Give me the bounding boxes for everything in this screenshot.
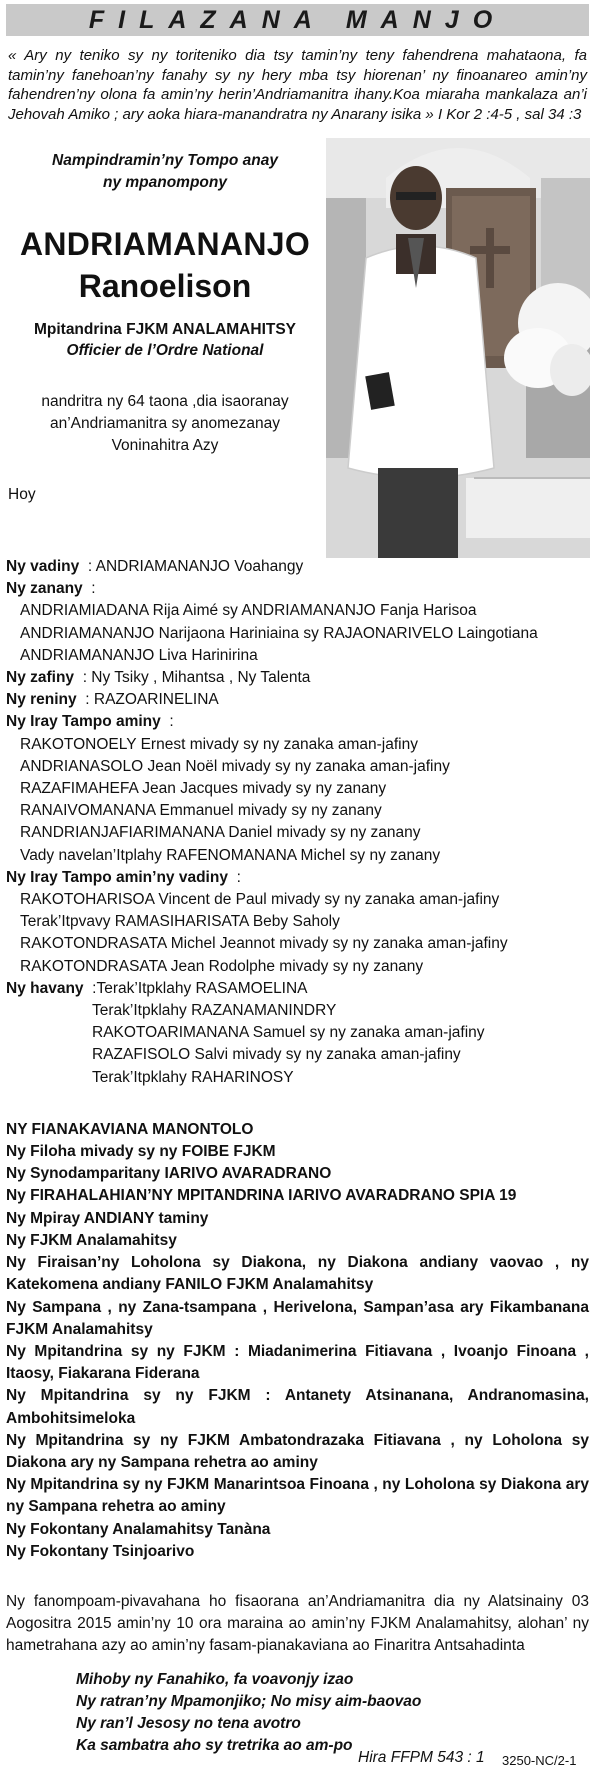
verse-line: Ny ratran’ny Mpamonjiko; No misy aim-baovao xyxy=(76,1692,422,1710)
list-item: RAKOTONOELY Ernest mivady sy ny zanaka aman-jafiny xyxy=(20,735,418,753)
mother-row: Ny reniny : RAZOARINELINA xyxy=(6,691,219,709)
list-item: Ny Mpitandrina sy ny FJKM Manarintsoa Finoana , ny Loholona sy Diakona ary ny Sampana rehetra ao aminy xyxy=(6,1476,589,1516)
list-item: Terak’Itpklahy RAHARINOSY xyxy=(92,1068,294,1086)
hoy-label: Hoy xyxy=(8,486,36,503)
hymn-reference: Hira FFPM 543 : 1 xyxy=(358,1749,485,1766)
list-item: Ny FIRAHALAHIAN’NY MPITANDRINA IARIVO AVARADRANO SPIA 19 xyxy=(6,1187,517,1205)
list-item: Ny Fokontany Analamahitsy Tanàna xyxy=(6,1520,271,1538)
list-item: Ny Mpitandrina sy ny FJKM : Miadanimerina Fitiavana , Ivoanjo Finoana , Itaosy, Fiakarana Fiderana xyxy=(6,1342,589,1383)
deceased-role: Mpitandrina FJKM ANALAMAHITSY xyxy=(33,321,297,338)
list-item: NY FIANAKAVIANA MANONTOLO xyxy=(6,1120,254,1138)
list-item: Ny Synodamparitany IARIVO AVARADRANO xyxy=(6,1165,332,1183)
list-item: RAZAFIMAHEFA Jean Jacques mivady sy ny zanany xyxy=(20,780,387,798)
list-item: Terak’Itpvavy RAMASIHARISATA Beby Saholy xyxy=(20,913,340,931)
verse-line: Mihoby ny Fanahiko, fa voavonjy izao xyxy=(76,1670,354,1688)
deceased-honor: Officier de l’Ordre National xyxy=(66,342,264,359)
list-item: RAZAFISOLO Salvi mivady sy ny zanaka aman-jafiny xyxy=(92,1046,461,1064)
list-item: Ny FJKM Analamahitsy xyxy=(6,1231,177,1249)
hymn-verse xyxy=(6,1669,589,1757)
spouse-siblings-heading: Ny Iray Tampo amin’ny vadiny : xyxy=(6,868,241,886)
list-item: RANDRIANJAFIARIMANANA Daniel mivady sy ny zanany xyxy=(20,824,421,842)
list-item: ANDRIAMANANJO Narijaona Hariniaina sy RAJAONARIVELO Laingotiana xyxy=(20,624,538,642)
siblings-heading: Ny Iray Tampo aminy : xyxy=(6,713,174,731)
verse-line: Ka sambatra aho sy tretrika ao am-po xyxy=(76,1736,353,1754)
list-item: Ny Firaisan’ny Loholona sy Diakona, ny Diakona andiany vaovao , ny Katekomena andiany FANILO FJKM Analamahitsy xyxy=(6,1254,589,1294)
footer xyxy=(6,1749,589,1771)
spouse-row: Ny vadiny : ANDRIAMANANJO Voahangy xyxy=(6,558,304,575)
list-item: RAKOTONDRASATA Jean Rodolphe mivady sy ny zanany xyxy=(20,957,424,975)
service-announcement: Ny fanompoam-pivavahana ho fisaorana an’Andriamanitra dia ny Alatsinainy 03 Aogositra 2015 amin’ny 10 ora maraina ao amin’ny FJKM Analamahitsy, alohan’ ny hametrahana azy ao amin’ny fasam-pianakaviana ao Finaritra Antsahadinta xyxy=(6,1592,589,1654)
banner-title: FILAZANA MANJO xyxy=(88,5,507,34)
verse-line: Ny ran’l Jesosy no tena avotro xyxy=(76,1714,301,1732)
list-item: RAKOTOHARISOA Vincent de Paul mivady sy ny zanaka aman-jafiny xyxy=(20,891,500,909)
notice-banner xyxy=(6,4,589,36)
deceased-given-name: Ranoelison xyxy=(78,268,252,304)
list-item: Ny Sampana , ny Zana-tsampana , Herivelona, Sampan’asa ary Fikambanana FJKM Analamahitsy xyxy=(6,1298,589,1338)
relatives-heading: Ny havany :Terak’Itpklahy RASAMOELINA xyxy=(6,979,308,997)
obituary-notice xyxy=(6,4,589,1768)
list-item: Ny Mpitandrina sy ny FJKM Ambatondrazaka Fitiavana , ny Loholona sy Diakona ary ny Sampana rehetra ao aminy xyxy=(6,1431,589,1471)
children-heading: Ny zanany : xyxy=(6,580,96,598)
list-item: Ny Filoha mivady sy ny FOIBE FJKM xyxy=(6,1143,276,1161)
grandchildren-row: Ny zafiny : Ny Tsiky , Mihantsa , Ny Talenta xyxy=(6,669,311,687)
list-item: Ny Fokontany Tsinjoarivo xyxy=(6,1542,195,1560)
list-item: ANDRIAMANANJO Liva Harinirina xyxy=(20,646,258,664)
list-item: Ny Mpiray ANDIANY taminy xyxy=(6,1209,209,1227)
scripture-quote: « Ary ny teniko sy ny toriteniko dia tsy tamin’ny teny fahendrena mahataona, fa tamin’ny fanehoan’ny fanahy sy ny hery mba tsy hiorenan’ ny finoanareo amin’ny fahendren’ny olona fa amin’ny herin’Andriamanitra ihany.Koa miaraha mankalaza an’i Jehovah Amiko ; ary aoka hiara-manandratra ny Anarany isika » I Kor 2 :4-5 , sal 34 :3 xyxy=(8,47,587,123)
photo-illustration xyxy=(326,138,590,558)
list-item: RAKOTOARIMANANA Samuel sy ny zanaka aman-jafiny xyxy=(92,1024,485,1042)
list-item: RANAIVOMANANA Emmanuel mivady sy ny zanany xyxy=(20,802,382,820)
list-item: Vady navelan’Itplahy RAFENOMANANA Michel sy ny zanany xyxy=(20,846,441,864)
list-item: RAKOTONDRASATA Michel Jeannot mivady sy ny zanaka aman-jafiny xyxy=(20,935,508,953)
list-item: ANDRIANASOLO Jean Noël mivady sy ny zanaka aman-jafiny xyxy=(20,757,450,775)
notice-reference: 3250-NC/2-1 xyxy=(502,1753,577,1768)
deceased-surname: ANDRIAMANANJO xyxy=(19,226,311,262)
list-item: Terak’Itpklahy RAZANAMANINDRY xyxy=(92,1002,337,1020)
intro-text: Nampindramin’ny Tompo anay ny mpanompony xyxy=(52,152,278,191)
list-item: ANDRIAMIADANA Rija Aimé sy ANDRIAMANANJO Fanja Harisoa xyxy=(20,602,477,620)
announcement-header xyxy=(6,138,589,556)
family-list xyxy=(6,556,589,1089)
list-item: Ny Mpitandrina sy ny FJKM : Antanety Atsinanana, Andranomasina, Ambohitsimeloka xyxy=(6,1387,589,1427)
deceased-photo xyxy=(326,138,590,558)
organizations-list xyxy=(6,1119,589,1563)
deceased-description: nandritra ny 64 taona ,dia isaoranay an’Andriamanitra sy anomezanay Voninahitra Azy xyxy=(41,393,289,454)
